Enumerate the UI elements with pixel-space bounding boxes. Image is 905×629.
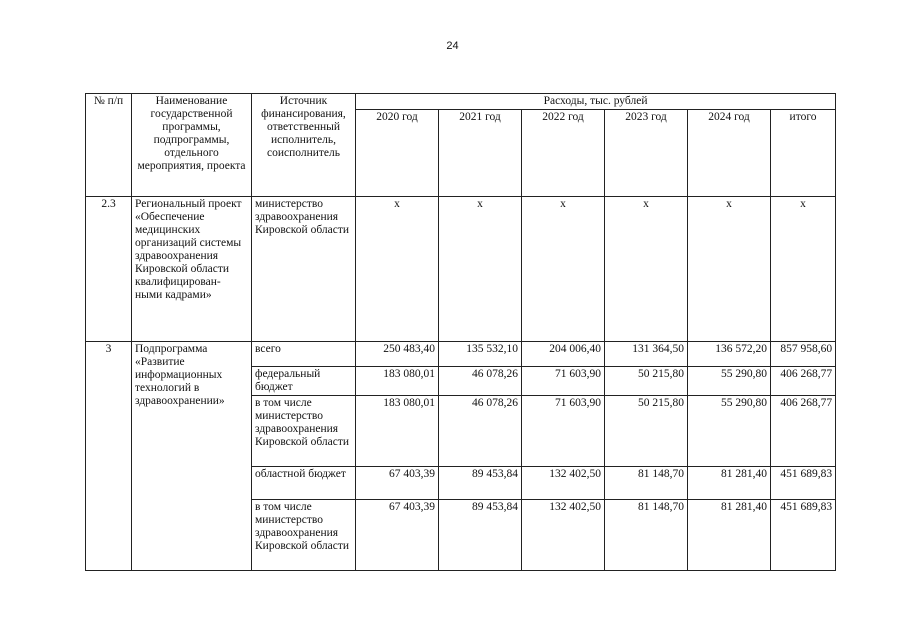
value-cell: 451 689,83 xyxy=(771,500,836,571)
page-number: 24 xyxy=(446,40,459,52)
budget-table xyxy=(85,93,836,571)
value-cell: 89 453,84 xyxy=(439,467,522,500)
value-cell: 857 958,60 xyxy=(771,342,836,367)
value-cell: 183 080,01 xyxy=(356,396,439,467)
value-cell: х xyxy=(605,197,688,342)
header-name: Наименование государственной программы, подпрограммы, отдельного мероприятия, проекта xyxy=(132,94,252,197)
value-cell: 81 281,40 xyxy=(688,500,771,571)
value-cell: 89 453,84 xyxy=(439,500,522,571)
table-row xyxy=(86,342,836,367)
header-num: № п/п xyxy=(86,94,132,197)
header-expenses: Расходы, тыс. рублей xyxy=(356,94,836,110)
value-cell: 406 268,77 xyxy=(771,396,836,467)
value-cell: 50 215,80 xyxy=(605,396,688,467)
value-cell: 81 281,40 xyxy=(688,467,771,500)
value-cell: 50 215,80 xyxy=(605,367,688,396)
value-cell: х xyxy=(356,197,439,342)
value-cell: 81 148,70 xyxy=(605,467,688,500)
row-source: областной бюджет xyxy=(252,467,356,500)
value-cell: х xyxy=(688,197,771,342)
value-cell: 204 006,40 xyxy=(522,342,605,367)
value-cell: 451 689,83 xyxy=(771,467,836,500)
header-year-2022: 2022 год xyxy=(522,110,605,197)
value-cell: 132 402,50 xyxy=(522,500,605,571)
value-cell: 250 483,40 xyxy=(356,342,439,367)
value-cell: х xyxy=(771,197,836,342)
header-total: итого xyxy=(771,110,836,197)
row-source: министерство здравоохранения Кировской области xyxy=(252,197,356,342)
header-year-2023: 2023 год xyxy=(605,110,688,197)
value-cell: 71 603,90 xyxy=(522,396,605,467)
row-name: Региональный проект «Обеспечение медицинских организаций системы здравоохранения Кировской области квалифицирован-ными кадрами» xyxy=(132,197,252,342)
value-cell: 406 268,77 xyxy=(771,367,836,396)
value-cell: 46 078,26 xyxy=(439,367,522,396)
header-year-2021: 2021 год xyxy=(439,110,522,197)
header-year-2024: 2024 год xyxy=(688,110,771,197)
value-cell: 136 572,20 xyxy=(688,342,771,367)
header-year-2020: 2020 год xyxy=(356,110,439,197)
table-row xyxy=(86,197,836,342)
value-cell: 46 078,26 xyxy=(439,396,522,467)
value-cell: х xyxy=(439,197,522,342)
value-cell: х xyxy=(522,197,605,342)
value-cell: 67 403,39 xyxy=(356,467,439,500)
value-cell: 131 364,50 xyxy=(605,342,688,367)
value-cell: 183 080,01 xyxy=(356,367,439,396)
value-cell: 135 532,10 xyxy=(439,342,522,367)
row-source: федеральный бюджет xyxy=(252,367,356,396)
value-cell: 67 403,39 xyxy=(356,500,439,571)
value-cell: 55 290,80 xyxy=(688,367,771,396)
row-num: 3 xyxy=(86,342,132,571)
value-cell: 81 148,70 xyxy=(605,500,688,571)
value-cell: 132 402,50 xyxy=(522,467,605,500)
value-cell: 55 290,80 xyxy=(688,396,771,467)
row-name: Подпрограмма «Развитие информационных технологий в здравоохранении» xyxy=(132,342,252,571)
row-num: 2.3 xyxy=(86,197,132,342)
row-source: в том числе министерство здравоохранения Кировской области xyxy=(252,500,356,571)
value-cell: 71 603,90 xyxy=(522,367,605,396)
header-source: Источник финансирования, ответственный исполнитель, соисполнитель xyxy=(252,94,356,197)
row-source: в том числе министерство здравоохранения Кировской области xyxy=(252,396,356,467)
row-source: всего xyxy=(252,342,356,367)
